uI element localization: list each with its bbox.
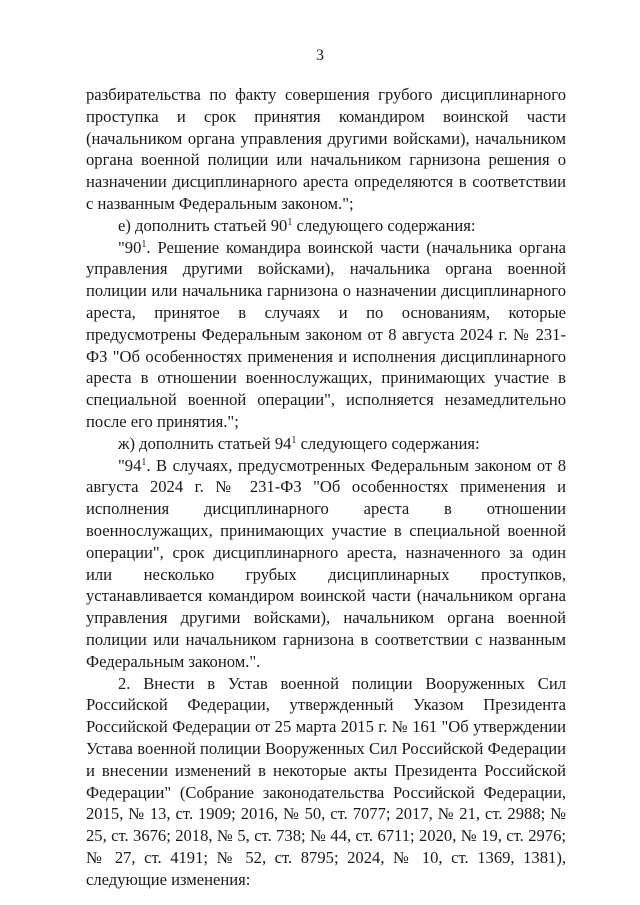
paragraph-text: 2. Внести в Устав военной полиции Вооруженных Сил Российской Федерации, утвержденный Указом Президента Российской Федерации от 25 марта 2015 г. № 161 "Об утверждении Устава военной полиции Вооруженных Сил Российской Федерации и внесении изменений в некоторые акты Президента Российской Федерации" (Собрание законодательства Российской Федерации, 2015, № 13, ст. 1909; 2016, № 50, ст. 7077; 2017, № 21, ст. 2988; № 25, ст. 3676; 2018, № 5, ст. 738; № 44, ст. 6711; 2020, № 19, ст. 2976; № 27, ст. 4191; № 52, ст. 8795; 2024, № 10, ст. 1369, 1381), следующие изменения:	[86, 673, 566, 889]
document-body	[86, 84, 566, 890]
page-number: 3	[316, 47, 324, 64]
paragraph-text: . В случаях, предусмотренных Федеральным законом от 8 августа 2024 г. № 231-ФЗ "Об особенностях применения и исполнения дисциплинарного ареста в отношении военнослужащих, принимающих участие в специальной военной операции", срок дисциплинарного ареста, назначенного за один или несколько грубых дисциплинарных проступков, устанавливается командиром воинской части (начальником органа управления другими войсками), начальником органа военной полиции или начальником гарнизона в соответствии с названным Федеральным законом.".	[86, 455, 566, 671]
superscript: 1	[291, 434, 297, 446]
superscript: 1	[141, 238, 147, 250]
paragraph-text: "94	[118, 455, 142, 475]
paragraph-text: следующего содержания:	[296, 433, 480, 453]
paragraph-text: следующего содержания:	[292, 215, 476, 235]
superscript: 1	[287, 216, 293, 228]
paragraph-text: "90	[118, 237, 142, 257]
paragraph-article-90-1	[86, 237, 566, 433]
paragraph-text: ж) дополнить статьей 94	[118, 433, 292, 453]
paragraph-item-2	[86, 673, 566, 891]
paragraph-text: е) дополнить статьей 90	[118, 215, 288, 235]
paragraph-item-e	[86, 215, 566, 237]
paragraph-text: разбирательства по факту совершения грубого дисциплинарного проступка и срок принятия командиром воинской части (начальником органа управления другими войсками), начальником органа военной полиции или начальником гарнизона решения о назначении дисциплинарного ареста определяются в соответствии с названным Федеральным законом.";	[86, 85, 566, 213]
paragraph-text: . Решение командира воинской части (начальника органа управления другими войсками), начальника органа военной полиции или начальника гарнизона о назначении дисциплинарного ареста, принятое в случаях и по основаниям, которые предусмотрены Федеральным законом от 8 августа 2024 г. № 231-ФЗ "Об особенностях применения и исполнения дисциплинарного ареста в отношении военнослужащих, принимающих участие в специальной военной операции", исполняется незамедлительно после его принятия.";	[86, 237, 566, 431]
paragraph-article-94-1	[86, 455, 566, 673]
paragraph-continuation	[86, 84, 566, 215]
paragraph-item-zh	[86, 433, 566, 455]
superscript: 1	[141, 456, 147, 468]
